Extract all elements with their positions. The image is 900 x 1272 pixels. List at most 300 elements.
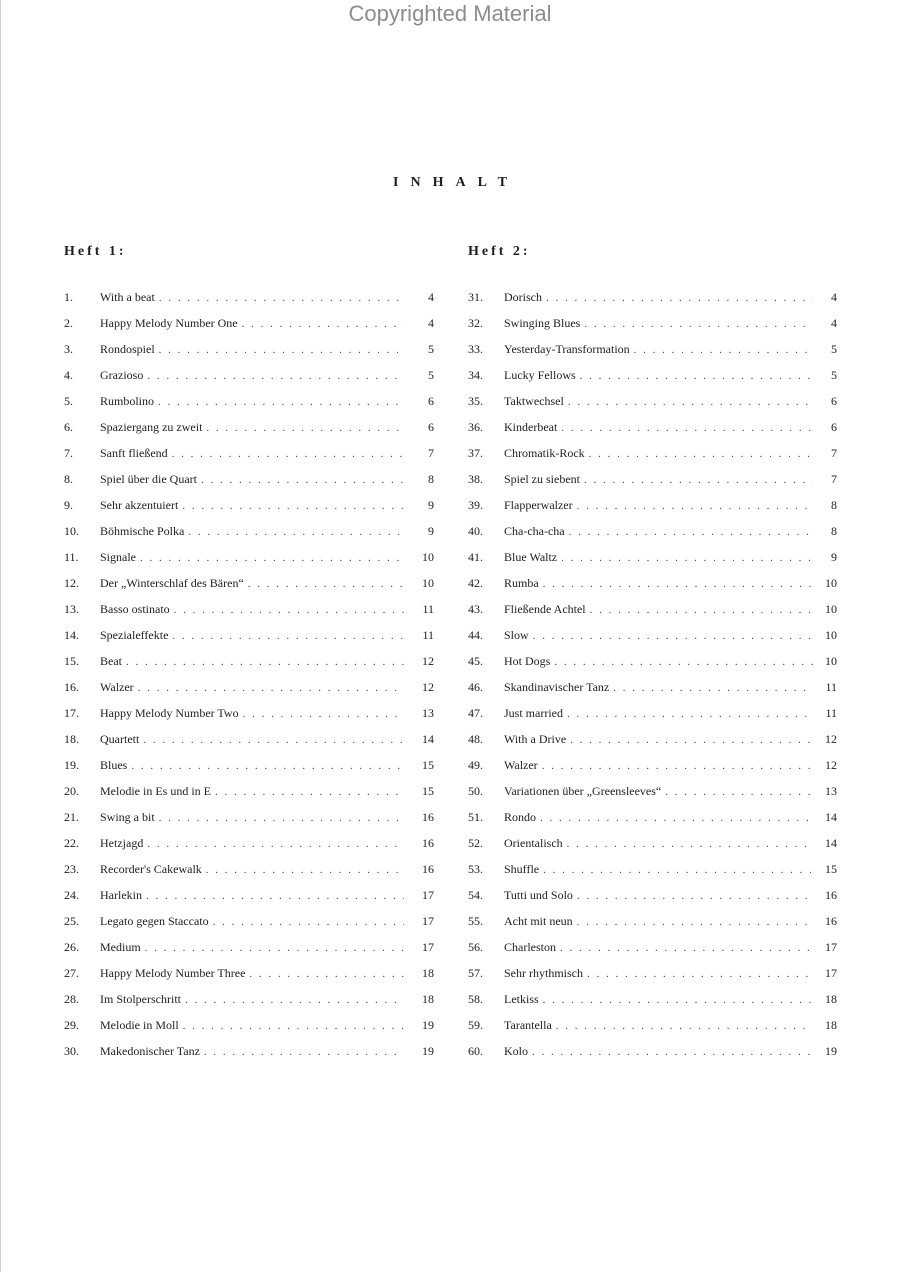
toc-entry bbox=[468, 778, 837, 804]
dot-leader bbox=[143, 727, 404, 753]
toc-entry-title: Spezialeffekte bbox=[100, 628, 169, 642]
toc-entry-title: Walzer bbox=[504, 758, 538, 772]
toc-entry-page: 11 bbox=[825, 706, 837, 720]
toc-entry-number: 13. bbox=[64, 602, 79, 616]
toc-entry-number: 43. bbox=[468, 602, 483, 616]
dot-leader bbox=[587, 961, 813, 987]
toc-entry-page: 18 bbox=[825, 1018, 837, 1032]
toc-entry-title: Sanft fließend bbox=[100, 446, 168, 460]
toc-entry-title: Happy Melody Number Two bbox=[100, 706, 239, 720]
toc-entry-page: 13 bbox=[825, 784, 837, 798]
dot-leader bbox=[554, 649, 813, 675]
toc-entry-title: Blues bbox=[100, 758, 128, 772]
dot-leader bbox=[546, 285, 813, 311]
dot-leader bbox=[131, 753, 404, 779]
toc-entry-title: Shuffle bbox=[504, 862, 540, 876]
toc-entry-number: 7. bbox=[64, 446, 73, 460]
toc-entry-title: Kinderbeat bbox=[504, 420, 558, 434]
toc-entry-page: 11 bbox=[422, 628, 434, 642]
toc-entry-title: Flapperwalzer bbox=[504, 498, 573, 512]
dot-leader bbox=[249, 961, 404, 987]
dot-leader bbox=[542, 753, 813, 779]
heft-1-toc-list bbox=[64, 284, 434, 1064]
toc-entry bbox=[64, 934, 434, 960]
toc-entry bbox=[468, 518, 837, 544]
toc-entry-page: 9 bbox=[428, 498, 434, 512]
toc-entry-page: 4 bbox=[831, 316, 837, 330]
dot-leader bbox=[182, 493, 404, 519]
dot-leader bbox=[138, 675, 404, 701]
dot-leader bbox=[185, 987, 404, 1013]
toc-entry-number: 5. bbox=[64, 394, 73, 408]
toc-entry-page: 17 bbox=[422, 940, 434, 954]
toc-entry-number: 60. bbox=[468, 1044, 483, 1058]
toc-entry-page: 19 bbox=[422, 1018, 434, 1032]
toc-entry bbox=[468, 596, 837, 622]
toc-entry bbox=[64, 1012, 434, 1038]
toc-entry-number: 56. bbox=[468, 940, 483, 954]
toc-entry-title: Yesterday-Transformation bbox=[504, 342, 630, 356]
dot-leader bbox=[561, 415, 813, 441]
toc-entry-page: 17 bbox=[422, 914, 434, 928]
dot-leader bbox=[556, 1013, 813, 1039]
toc-entry-number: 11. bbox=[64, 550, 79, 564]
toc-entry bbox=[468, 752, 837, 778]
toc-entry-page: 4 bbox=[428, 290, 434, 304]
toc-entry bbox=[468, 908, 837, 934]
toc-entry-title: Medium bbox=[100, 940, 141, 954]
toc-entry bbox=[64, 388, 434, 414]
page-title: INHALT bbox=[393, 175, 519, 190]
toc-entry bbox=[64, 466, 434, 492]
toc-entry bbox=[64, 622, 434, 648]
toc-entry bbox=[64, 700, 434, 726]
toc-entry bbox=[64, 804, 434, 830]
toc-entry-number: 42. bbox=[468, 576, 483, 590]
dot-leader bbox=[584, 467, 813, 493]
dot-leader bbox=[242, 311, 404, 337]
dot-leader bbox=[126, 649, 404, 675]
toc-entry-number: 47. bbox=[468, 706, 483, 720]
toc-entry-number: 14. bbox=[64, 628, 79, 642]
dot-leader bbox=[201, 467, 404, 493]
dot-leader bbox=[140, 545, 404, 571]
toc-entry bbox=[64, 310, 434, 336]
toc-entry-number: 41. bbox=[468, 550, 483, 564]
dot-leader bbox=[543, 857, 813, 883]
toc-entry-page: 10 bbox=[422, 576, 434, 590]
toc-entry bbox=[64, 830, 434, 856]
toc-entry bbox=[468, 388, 837, 414]
toc-entry bbox=[64, 544, 434, 570]
toc-entry-title: Blue Waltz bbox=[504, 550, 558, 564]
toc-entry bbox=[64, 778, 434, 804]
toc-entry bbox=[468, 648, 837, 674]
toc-entry-page: 15 bbox=[825, 862, 837, 876]
toc-entry-page: 10 bbox=[825, 628, 837, 642]
toc-entry-page: 17 bbox=[422, 888, 434, 902]
dot-leader bbox=[159, 337, 404, 363]
toc-entry-number: 26. bbox=[64, 940, 79, 954]
dot-leader bbox=[206, 857, 404, 883]
dot-leader bbox=[560, 935, 813, 961]
toc-entry-page: 6 bbox=[831, 420, 837, 434]
toc-entry-title: Sehr akzentuiert bbox=[100, 498, 179, 512]
toc-entry-title: Böhmische Polka bbox=[100, 524, 185, 538]
toc-entry bbox=[64, 336, 434, 362]
toc-entry-number: 38. bbox=[468, 472, 483, 486]
toc-entry bbox=[468, 830, 837, 856]
toc-entry-number: 45. bbox=[468, 654, 483, 668]
toc-entry bbox=[468, 856, 837, 882]
dot-leader bbox=[248, 571, 404, 597]
toc-entry bbox=[64, 908, 434, 934]
toc-entry-page: 10 bbox=[422, 550, 434, 564]
dot-leader bbox=[215, 779, 404, 805]
toc-entry bbox=[468, 1012, 837, 1038]
toc-entry bbox=[64, 648, 434, 674]
dot-leader bbox=[146, 883, 404, 909]
toc-entry-title: Swinging Blues bbox=[504, 316, 581, 330]
toc-entry-title: Swing a bit bbox=[100, 810, 155, 824]
toc-entry-number: 24. bbox=[64, 888, 79, 902]
toc-entry bbox=[468, 492, 837, 518]
toc-entry-title: Rumba bbox=[504, 576, 539, 590]
toc-entry-number: 12. bbox=[64, 576, 79, 590]
toc-entry-number: 49. bbox=[468, 758, 483, 772]
toc-entry-title: Hetzjagd bbox=[100, 836, 144, 850]
toc-entry-title: Kolo bbox=[504, 1044, 528, 1058]
toc-entry-page: 5 bbox=[428, 342, 434, 356]
toc-entry-title: Basso ostinato bbox=[100, 602, 170, 616]
dot-leader bbox=[158, 389, 404, 415]
toc-entry-page: 6 bbox=[428, 420, 434, 434]
toc-entry-number: 2. bbox=[64, 316, 73, 330]
toc-entry-title: Happy Melody Number Three bbox=[100, 966, 246, 980]
heft-1-heading: Heft 1: bbox=[64, 244, 127, 259]
toc-entry-title: Rondospiel bbox=[100, 342, 155, 356]
heft-2-toc-list bbox=[468, 284, 837, 1064]
dot-leader bbox=[533, 623, 813, 649]
toc-entry-title: Acht mit neun bbox=[504, 914, 573, 928]
toc-entry bbox=[468, 414, 837, 440]
dot-leader bbox=[206, 415, 404, 441]
toc-entry-page: 9 bbox=[428, 524, 434, 538]
dot-leader bbox=[147, 363, 404, 389]
toc-entry-page: 16 bbox=[422, 810, 434, 824]
toc-entry bbox=[64, 726, 434, 752]
toc-entry bbox=[468, 726, 837, 752]
dot-leader bbox=[204, 1039, 404, 1065]
toc-entry-title: Happy Melody Number One bbox=[100, 316, 238, 330]
toc-entry-title: Beat bbox=[100, 654, 122, 668]
toc-entry-title: Rumbolino bbox=[100, 394, 155, 408]
dot-leader bbox=[577, 493, 813, 519]
toc-entry-title: Spiel über die Quart bbox=[100, 472, 197, 486]
dot-leader bbox=[589, 441, 813, 467]
toc-entry-page: 18 bbox=[825, 992, 837, 1006]
toc-entry-number: 8. bbox=[64, 472, 73, 486]
toc-entry bbox=[468, 466, 837, 492]
toc-entry-title: Sehr rhythmisch bbox=[504, 966, 583, 980]
toc-entry-title: Walzer bbox=[100, 680, 134, 694]
toc-entry-title: Recorder's Cakewalk bbox=[100, 862, 202, 876]
toc-entry bbox=[64, 518, 434, 544]
dot-leader bbox=[613, 675, 813, 701]
toc-entry-number: 3. bbox=[64, 342, 73, 356]
toc-entry bbox=[64, 882, 434, 908]
dot-leader bbox=[665, 779, 813, 805]
toc-entry-title: Tarantella bbox=[504, 1018, 552, 1032]
toc-entry-page: 4 bbox=[831, 290, 837, 304]
toc-entry-page: 6 bbox=[428, 394, 434, 408]
toc-entry-number: 59. bbox=[468, 1018, 483, 1032]
toc-entry-page: 19 bbox=[422, 1044, 434, 1058]
toc-entry-number: 25. bbox=[64, 914, 79, 928]
toc-entry-page: 17 bbox=[825, 966, 837, 980]
toc-entry-page: 10 bbox=[825, 602, 837, 616]
toc-entry-page: 19 bbox=[825, 1044, 837, 1058]
toc-entry-number: 19. bbox=[64, 758, 79, 772]
toc-entry-title: Taktwechsel bbox=[504, 394, 564, 408]
toc-entry-number: 48. bbox=[468, 732, 483, 746]
dot-leader bbox=[543, 987, 813, 1013]
toc-entry bbox=[468, 1038, 837, 1064]
toc-entry bbox=[64, 440, 434, 466]
toc-entry-number: 37. bbox=[468, 446, 483, 460]
dot-leader bbox=[532, 1039, 813, 1065]
toc-entry-page: 8 bbox=[831, 524, 837, 538]
toc-entry-page: 16 bbox=[825, 914, 837, 928]
dot-leader bbox=[147, 831, 404, 857]
dot-leader bbox=[183, 1013, 404, 1039]
toc-entry-page: 5 bbox=[831, 342, 837, 356]
toc-entry-page: 17 bbox=[825, 940, 837, 954]
dot-leader bbox=[213, 909, 404, 935]
toc-entry-number: 23. bbox=[64, 862, 79, 876]
toc-entry bbox=[64, 986, 434, 1012]
toc-entry-title: Dorisch bbox=[504, 290, 542, 304]
toc-entry-title: Tutti und Solo bbox=[504, 888, 573, 902]
toc-entry-title: Spaziergang zu zweit bbox=[100, 420, 203, 434]
copyright-watermark: Copyrighted Material bbox=[348, 1, 552, 26]
dot-leader bbox=[540, 805, 813, 831]
toc-entry-page: 16 bbox=[422, 862, 434, 876]
toc-entry-page: 4 bbox=[428, 316, 434, 330]
dot-leader bbox=[561, 545, 813, 571]
toc-entry bbox=[468, 960, 837, 986]
dot-leader bbox=[567, 831, 813, 857]
toc-entry-page: 12 bbox=[825, 758, 837, 772]
toc-entry-page: 18 bbox=[422, 992, 434, 1006]
toc-entry-number: 52. bbox=[468, 836, 483, 850]
toc-entry-page: 15 bbox=[422, 784, 434, 798]
toc-entry bbox=[468, 362, 837, 388]
toc-entry-number: 33. bbox=[468, 342, 483, 356]
toc-entry-page: 9 bbox=[831, 550, 837, 564]
toc-entry bbox=[468, 986, 837, 1012]
toc-entry bbox=[64, 284, 434, 310]
toc-entry-title: Harlekin bbox=[100, 888, 142, 902]
toc-entry-number: 50. bbox=[468, 784, 483, 798]
dot-leader bbox=[174, 597, 404, 623]
toc-entry bbox=[64, 492, 434, 518]
toc-entry-title: Fließende Achtel bbox=[504, 602, 586, 616]
toc-entry-number: 57. bbox=[468, 966, 483, 980]
toc-entry-number: 22. bbox=[64, 836, 79, 850]
toc-entry-number: 40. bbox=[468, 524, 483, 538]
toc-entry bbox=[468, 570, 837, 596]
toc-entry-title: Slow bbox=[504, 628, 529, 642]
toc-entry-title: Lucky Fellows bbox=[504, 368, 576, 382]
toc-entry bbox=[64, 570, 434, 596]
heft-1-column bbox=[64, 242, 434, 1064]
toc-entry-page: 12 bbox=[825, 732, 837, 746]
dot-leader bbox=[145, 935, 404, 961]
toc-entry-title: Letkiss bbox=[504, 992, 539, 1006]
toc-entry-number: 55. bbox=[468, 914, 483, 928]
toc-entry-page: 12 bbox=[422, 654, 434, 668]
toc-entry-title: With a Drive bbox=[504, 732, 567, 746]
toc-entry-number: 16. bbox=[64, 680, 79, 694]
toc-entry-page: 7 bbox=[428, 446, 434, 460]
dot-leader bbox=[172, 623, 404, 649]
toc-entry-number: 46. bbox=[468, 680, 483, 694]
dot-leader bbox=[188, 519, 404, 545]
toc-entry-page: 14 bbox=[422, 732, 434, 746]
heft-2-column bbox=[468, 242, 837, 1064]
toc-entry-number: 4. bbox=[64, 368, 73, 382]
toc-entry bbox=[64, 674, 434, 700]
toc-entry bbox=[64, 856, 434, 882]
dot-leader bbox=[569, 519, 813, 545]
dot-leader bbox=[568, 389, 813, 415]
toc-entry-number: 15. bbox=[64, 654, 79, 668]
toc-entry-page: 8 bbox=[831, 498, 837, 512]
toc-entry-number: 51. bbox=[468, 810, 483, 824]
toc-entry-title: Chromatik-Rock bbox=[504, 446, 585, 460]
toc-entry-title: Orientalisch bbox=[504, 836, 563, 850]
toc-entry bbox=[468, 804, 837, 830]
toc-entry-page: 5 bbox=[428, 368, 434, 382]
dot-leader bbox=[570, 727, 813, 753]
toc-entry-number: 18. bbox=[64, 732, 79, 746]
dot-leader bbox=[577, 909, 813, 935]
toc-entry bbox=[468, 284, 837, 310]
toc-entry-page: 14 bbox=[825, 836, 837, 850]
toc-entry-number: 32. bbox=[468, 316, 483, 330]
toc-entry bbox=[64, 362, 434, 388]
toc-entry-title: Cha-cha-cha bbox=[504, 524, 565, 538]
toc-entry bbox=[468, 700, 837, 726]
toc-entry-page: 7 bbox=[831, 446, 837, 460]
toc-entry-title: Im Stolperschritt bbox=[100, 992, 181, 1006]
toc-entry-page: 12 bbox=[422, 680, 434, 694]
toc-entry-number: 27. bbox=[64, 966, 79, 980]
toc-entry-number: 6. bbox=[64, 420, 73, 434]
toc-entry-title: Just married bbox=[504, 706, 563, 720]
toc-entry-number: 17. bbox=[64, 706, 79, 720]
toc-entry-number: 28. bbox=[64, 992, 79, 1006]
dot-leader bbox=[577, 883, 813, 909]
toc-entry-title: Skandinavischer Tanz bbox=[504, 680, 610, 694]
toc-entry-page: 7 bbox=[831, 472, 837, 486]
toc-entry-page: 16 bbox=[825, 888, 837, 902]
toc-entry-title: Spiel zu siebent bbox=[504, 472, 580, 486]
toc-entry-page: 11 bbox=[422, 602, 434, 616]
toc-entry-number: 9. bbox=[64, 498, 73, 512]
dot-leader bbox=[567, 701, 813, 727]
toc-entry-number: 35. bbox=[468, 394, 483, 408]
toc-entry-number: 36. bbox=[468, 420, 483, 434]
toc-entry-page: 11 bbox=[825, 680, 837, 694]
toc-entry-page: 18 bbox=[422, 966, 434, 980]
toc-entry-page: 8 bbox=[428, 472, 434, 486]
toc-entry bbox=[64, 596, 434, 622]
toc-entry-title: Melodie in Es und in E bbox=[100, 784, 211, 798]
toc-entry bbox=[468, 934, 837, 960]
toc-entry-number: 21. bbox=[64, 810, 79, 824]
toc-entry bbox=[468, 622, 837, 648]
toc-entry-title: Melodie in Moll bbox=[100, 1018, 179, 1032]
toc-entry-title: Charleston bbox=[504, 940, 556, 954]
toc-entry-number: 1. bbox=[64, 290, 73, 304]
toc-entry-number: 44. bbox=[468, 628, 483, 642]
dot-leader bbox=[159, 285, 404, 311]
toc-entry-number: 39. bbox=[468, 498, 483, 512]
toc-entry bbox=[468, 336, 837, 362]
toc-entry bbox=[468, 310, 837, 336]
toc-entry-number: 53. bbox=[468, 862, 483, 876]
toc-entry-title: Der „Winterschlaf des Bären“ bbox=[100, 576, 244, 590]
toc-entry bbox=[64, 752, 434, 778]
toc-entry-number: 58. bbox=[468, 992, 483, 1006]
toc-entry-number: 10. bbox=[64, 524, 79, 538]
toc-entry-page: 10 bbox=[825, 654, 837, 668]
toc-entry-number: 29. bbox=[64, 1018, 79, 1032]
dot-leader bbox=[243, 701, 404, 727]
dot-leader bbox=[159, 805, 404, 831]
toc-entry bbox=[64, 960, 434, 986]
toc-entry-title: Legato gegen Staccato bbox=[100, 914, 209, 928]
toc-entry-number: 34. bbox=[468, 368, 483, 382]
toc-entry-title: Grazioso bbox=[100, 368, 144, 382]
dot-leader bbox=[584, 311, 813, 337]
dot-leader bbox=[634, 337, 813, 363]
toc-entry-title: Rondo bbox=[504, 810, 537, 824]
toc-entry bbox=[468, 440, 837, 466]
toc-entry-page: 6 bbox=[831, 394, 837, 408]
toc-entry-title: Makedonischer Tanz bbox=[100, 1044, 200, 1058]
toc-entry-title: Variationen über „Greensleeves“ bbox=[504, 784, 662, 798]
toc-entry-title: Hot Dogs bbox=[504, 654, 551, 668]
dot-leader bbox=[580, 363, 813, 389]
dot-leader bbox=[543, 571, 813, 597]
toc-entry bbox=[468, 882, 837, 908]
toc-entry-number: 31. bbox=[468, 290, 483, 304]
heft-2-heading: Heft 2: bbox=[468, 244, 531, 259]
toc-entry-number: 30. bbox=[64, 1044, 79, 1058]
toc-entry bbox=[468, 544, 837, 570]
toc-entry-title: Quartett bbox=[100, 732, 140, 746]
toc-entry-title: With a beat bbox=[100, 290, 155, 304]
toc-entry bbox=[468, 674, 837, 700]
toc-entry-page: 10 bbox=[825, 576, 837, 590]
toc-entry bbox=[64, 1038, 434, 1064]
toc-entry-page: 16 bbox=[422, 836, 434, 850]
toc-entry-title: Signale bbox=[100, 550, 136, 564]
toc-entry-number: 54. bbox=[468, 888, 483, 902]
